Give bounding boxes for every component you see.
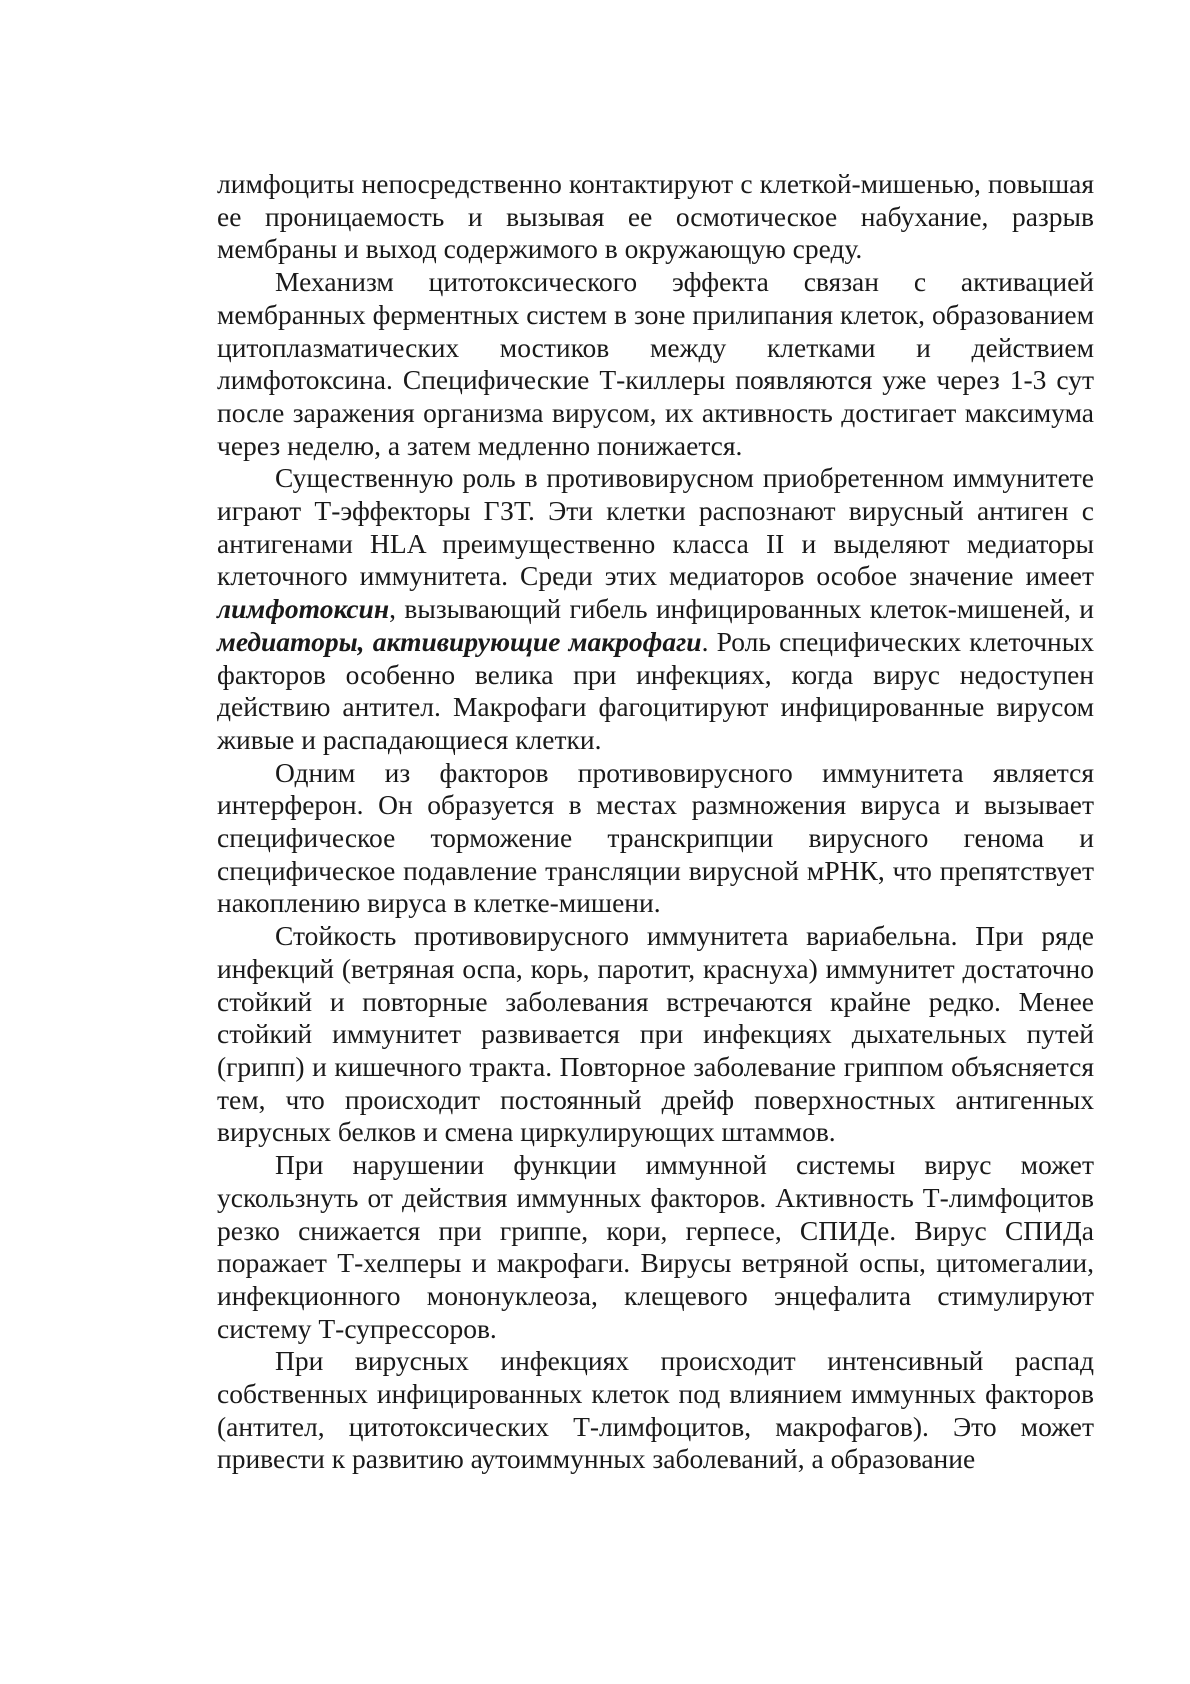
- text-segment: , вызывающий гибель инфицированных клеток-мишеней, и: [389, 593, 1094, 625]
- text-segment: Одним из факторов противовирусного иммунитета является интерферон. Он образуется в местах размножения вируса и вызывает специфическое торможение транскрипции вирусного генома и специфическое подавление трансляции вирусной мРНК, что препятствует накоплению вируса в клетке-мишени.: [217, 756, 1094, 919]
- paragraph-p4: [217, 920, 1094, 1149]
- text-segment: . Роль специфических клеточных факторов особенно велика при инфекциях, когда вирус недоступен действию антител. Макрофаги фагоцитируют инфицированные вирусом живые и распадающиеся клетки.: [217, 625, 1094, 755]
- paragraph-p3: [217, 757, 1094, 921]
- text-segment: Стойкость противовирусного иммунитета вариабельна. При ряде инфекций (ветряная оспа, корь, паротит, краснуха) иммунитет достаточно стойкий и повторные заболевания встречаются крайне редко. Менее стойкий иммунитет развивается при инфекциях дыхательных путей (грипп) и кишечного тракта. Повторное заболевание гриппом объясняется тем, что происходит постоянный дрейф поверхностных антигенных вирусных белков и смена циркулирующих штаммов.: [217, 920, 1094, 1148]
- text-segment: лимфоциты непосредственно контактируют с клеткой-мишенью, повышая ее проницаемость и вызывая ее осмотическое набухание, разрыв мембраны и выход содержимого в окружающую среду.: [217, 168, 1094, 265]
- paragraph-p2: [217, 462, 1094, 756]
- emphasized-term: медиаторы, активирующие макрофаги: [217, 625, 702, 657]
- text-segment: Механизм цитотоксического эффекта связан с активацией мембранных ферментных систем в зоне прилипания клеток, образованием цитоплазматических мостиков между клетками и действием лимфотоксина. Специфические Т-киллеры появляются уже через 1-3 сут после заражения организма вирусом, их активность достигает максимума через неделю, а затем медленно понижается.: [217, 266, 1094, 461]
- emphasized-term: лимфотоксин: [217, 593, 390, 625]
- document-page: [217, 168, 1094, 1476]
- paragraph-p0: [217, 168, 1094, 266]
- paragraph-p6: [217, 1345, 1094, 1476]
- text-segment: Существенную роль в противовирусном приобретенном иммунитете играют Т-эффекторы ГЗТ. Эти клетки распознают вирусный антиген с антигенами HLA преимущественно класса II и выделяют медиаторы клеточного иммунитета. Среди этих медиаторов особое значение имеет: [217, 462, 1094, 592]
- paragraph-p5: [217, 1149, 1094, 1345]
- text-segment: При вирусных инфекциях происходит интенсивный распад собственных инфицированных клеток под влиянием иммунных факторов (антител, цитотоксических Т-лимфоцитов, макрофагов). Это может привести к развитию аутоиммунных заболеваний, а образование: [217, 1345, 1094, 1475]
- paragraph-p1: [217, 266, 1094, 462]
- text-segment: При нарушении функции иммунной системы вирус может ускользнуть от действия иммунных факторов. Активность Т-лимфоцитов резко снижается при гриппе, кори, герпесе, СПИДе. Вирус СПИДа поражает Т-хелперы и макрофаги. Вирусы ветряной оспы, цитомегалии, инфекционного мононуклеоза, клещевого энцефалита стимулируют систему Т-супрессоров.: [217, 1149, 1094, 1344]
